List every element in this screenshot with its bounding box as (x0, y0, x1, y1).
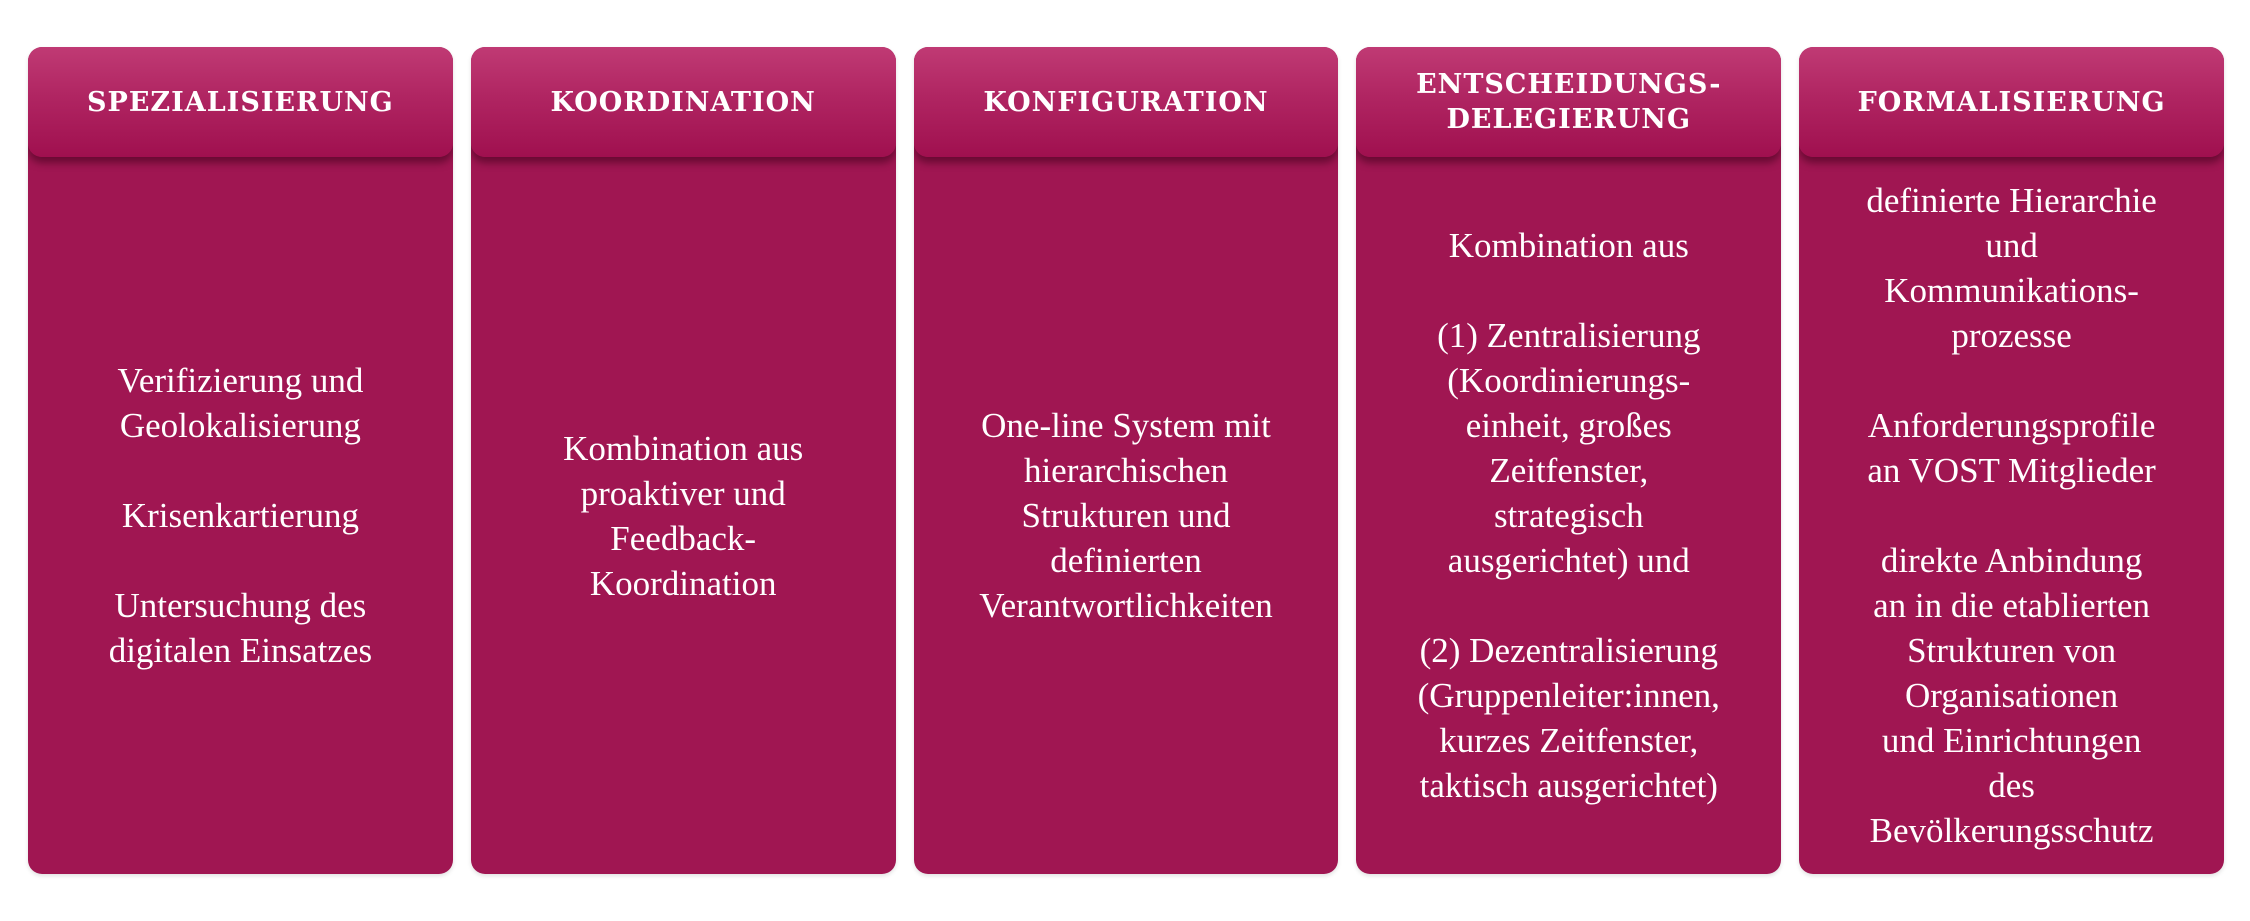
column-header (1356, 47, 1781, 157)
column-title: KOORDINATION (550, 86, 816, 118)
column-title: FORMALISIERUNG (1857, 86, 2166, 118)
column-body-text: definierte Hierarchie und Kommunikations- prozesse Anforderungsprofile an VOST Mitglieder direkte Anbindung an in die etablierten Strukturen von Organisationen und Einrichtungen des Bevölkerungsschutz (1866, 181, 2157, 850)
column-title: ENTSCHEIDUNGS- DELEGIERUNG (1416, 69, 1722, 135)
column-body (471, 157, 896, 874)
column-header (1799, 47, 2224, 157)
column-konfiguration (914, 47, 1339, 874)
column-body-text: One-line System mit hierarchischen Strukturen und definierten Verantwortlichkeiten (979, 406, 1273, 625)
columns-container (28, 47, 2224, 874)
column-body-text: Kombination aus (1) Zentralisierung (Koordinierungs- einheit, großes Zeitfenster, strategisch ausgerichtet) und (2) Dezentralisierung (Gruppenleiter:innen, kurzes Zeitfenster, taktisch ausgerichtet) (1417, 226, 1720, 805)
column-body (1799, 157, 2224, 874)
column-body-text: Verifizierung und Geolokalisierung Krisenkartierung Untersuchung des digitalen Einsatzes (108, 361, 373, 670)
column-koordination (471, 47, 896, 874)
column-title: SPEZIALISIERUNG (87, 86, 394, 118)
column-entscheidungsdelegierung (1356, 47, 1781, 874)
column-formalisierung (1799, 47, 2224, 874)
column-header (28, 47, 453, 157)
column-spezialisierung (28, 47, 453, 874)
column-header (914, 47, 1339, 157)
column-header (471, 47, 896, 157)
column-body-text: Kombination aus proaktiver und Feedback- Koordination (563, 428, 804, 603)
column-body (28, 157, 453, 874)
column-title: KONFIGURATION (983, 86, 1269, 118)
column-body (1356, 157, 1781, 874)
column-body (914, 157, 1339, 874)
